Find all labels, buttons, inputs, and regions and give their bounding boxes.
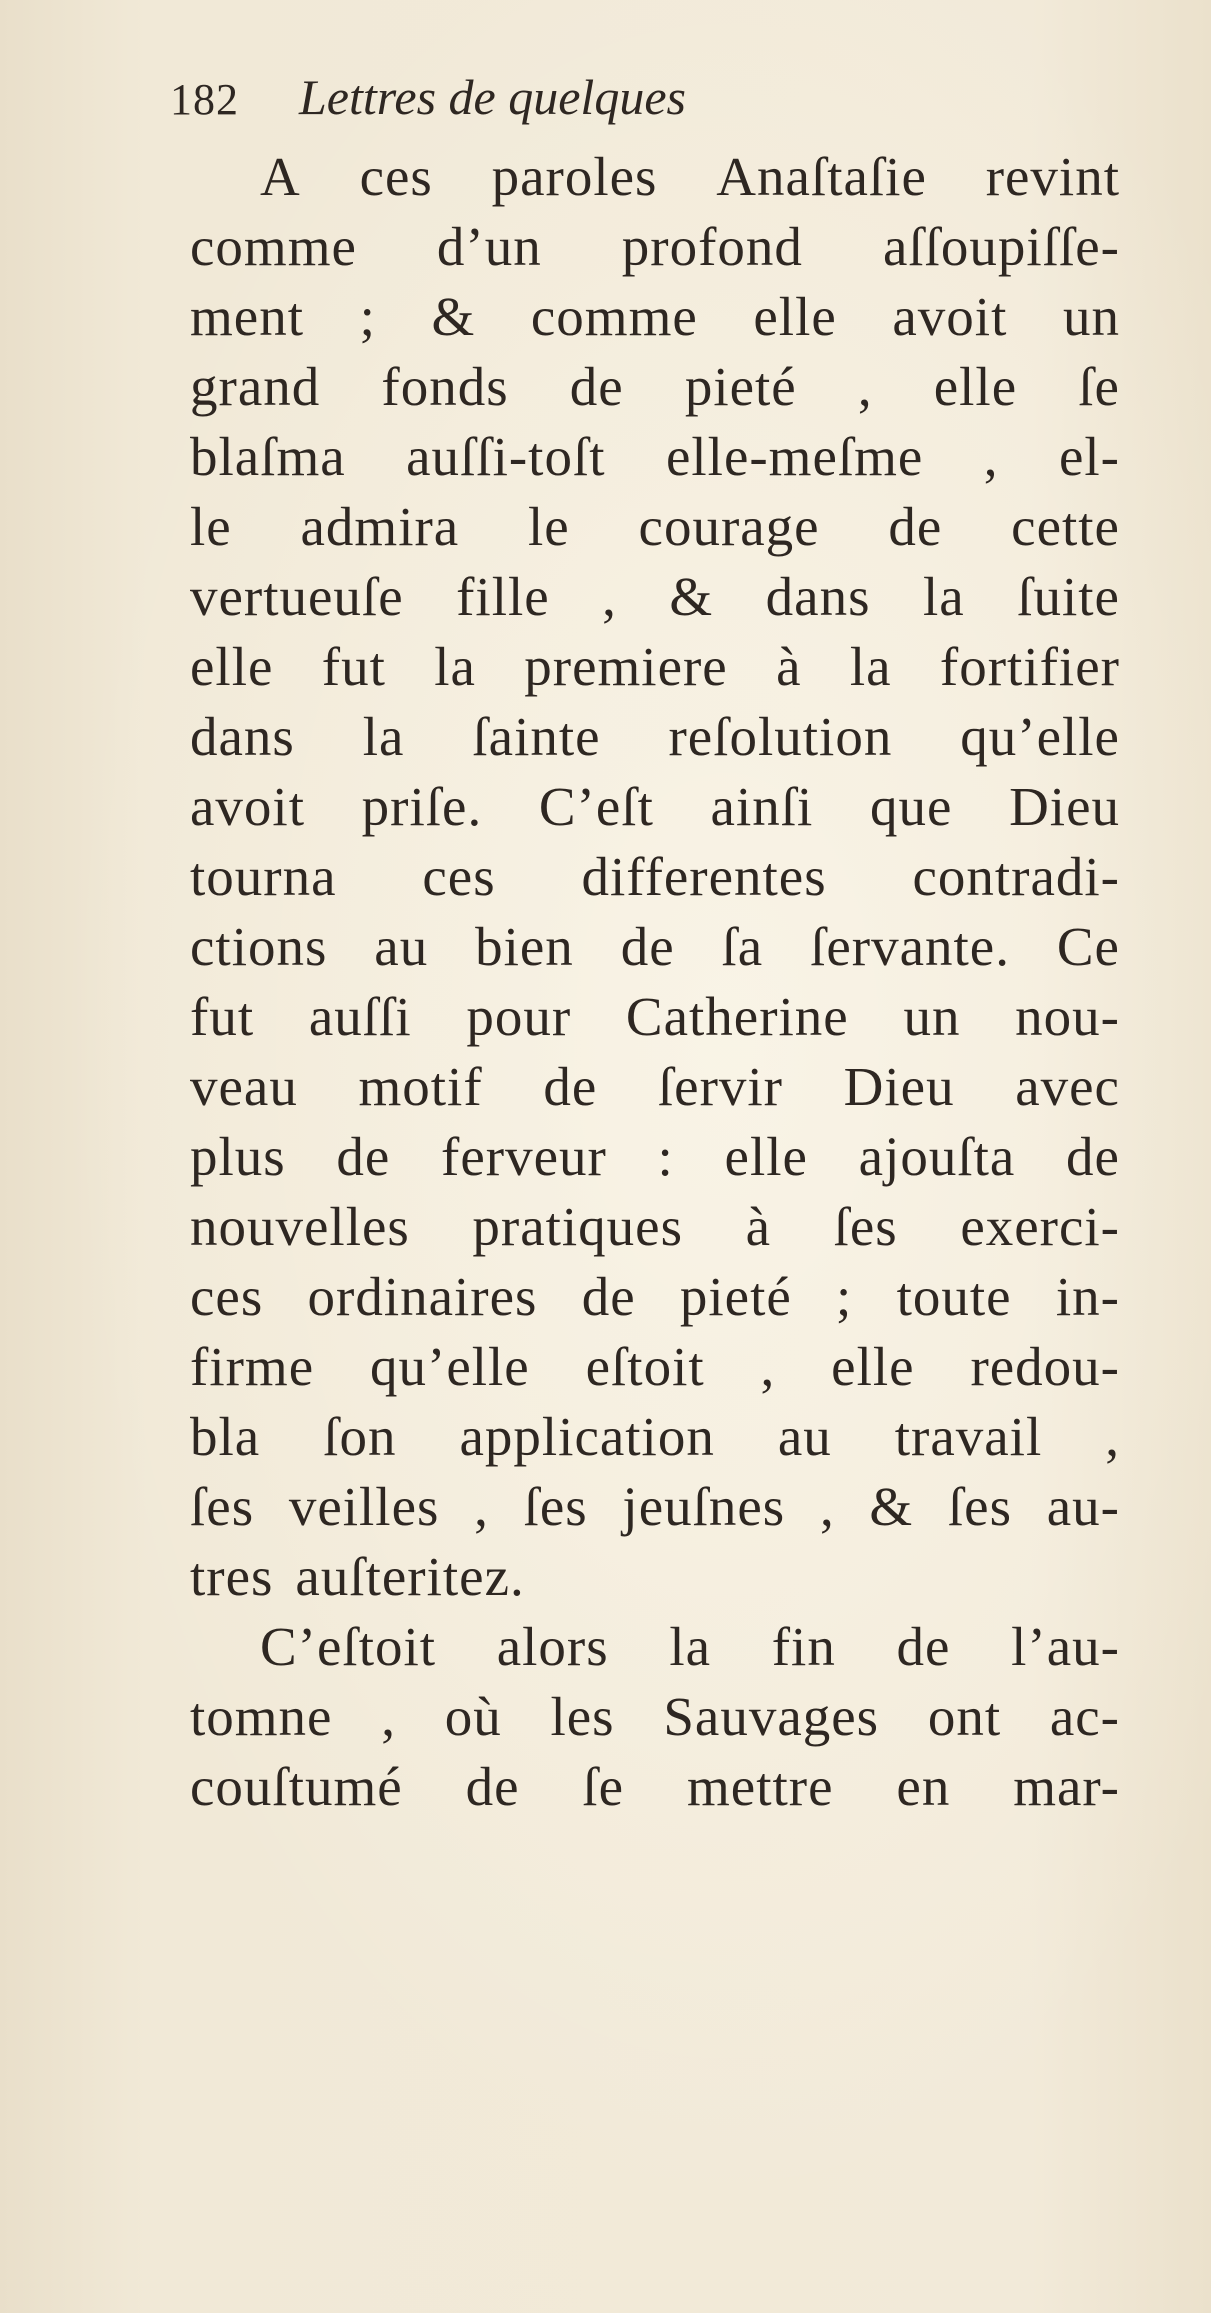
text-line: ces ordinaires de pieté ; toute in- bbox=[190, 1266, 1120, 1327]
text-line: plus de ferveur : elle ajouſta de bbox=[190, 1126, 1120, 1187]
text-line: veau motif de ſervir Dieu avec bbox=[190, 1056, 1120, 1117]
page-header bbox=[170, 68, 686, 138]
text-line: ctions au bien de ſa ſervante. Ce bbox=[190, 916, 1120, 977]
text-line: tourna ces differentes contradi- bbox=[190, 846, 1120, 907]
page-number: 182 bbox=[170, 75, 239, 124]
text-line: tomne , où les Sauvages ont ac- bbox=[190, 1686, 1120, 1747]
text-line: vertueuſe fille , & dans la ſuite bbox=[190, 566, 1120, 627]
text-line: A ces paroles Anaſtaſie revint bbox=[260, 146, 1120, 207]
text-line: le admira le courage de cette bbox=[190, 496, 1120, 557]
text-line: blaſma auſſi-toſt elle-meſme , el- bbox=[190, 426, 1120, 487]
text-line: nouvelles pratiques à ſes exerci- bbox=[190, 1196, 1120, 1257]
text-line: comme d’un profond aſſoupiſſe- bbox=[190, 216, 1120, 277]
text-line: bla ſon application au travail , bbox=[190, 1406, 1120, 1467]
text-line: avoit priſe. C’eſt ainſi que Dieu bbox=[190, 776, 1120, 837]
text-line: dans la ſainte reſolution qu’elle bbox=[190, 706, 1120, 767]
text-line: tres auſteritez. bbox=[190, 1546, 525, 1607]
running-title: Lettres de quelques bbox=[299, 69, 686, 125]
text-line: grand fonds de pieté , elle ſe bbox=[190, 356, 1120, 417]
text-line: elle fut la premiere à la fortifier bbox=[190, 636, 1120, 697]
text-line: fut auſſi pour Catherine un nou- bbox=[190, 986, 1120, 1047]
text-line: firme qu’elle eſtoit , elle redou- bbox=[190, 1336, 1120, 1397]
text-line: C’eſtoit alors la fin de l’au- bbox=[260, 1616, 1120, 1677]
text-line: ſes veilles , ſes jeuſnes , & ſes au- bbox=[190, 1476, 1120, 1537]
body-text bbox=[190, 142, 1120, 1822]
text-line: couſtumé de ſe mettre en mar- bbox=[190, 1756, 1120, 1817]
text-line: ment ; & comme elle avoit un bbox=[190, 286, 1120, 347]
